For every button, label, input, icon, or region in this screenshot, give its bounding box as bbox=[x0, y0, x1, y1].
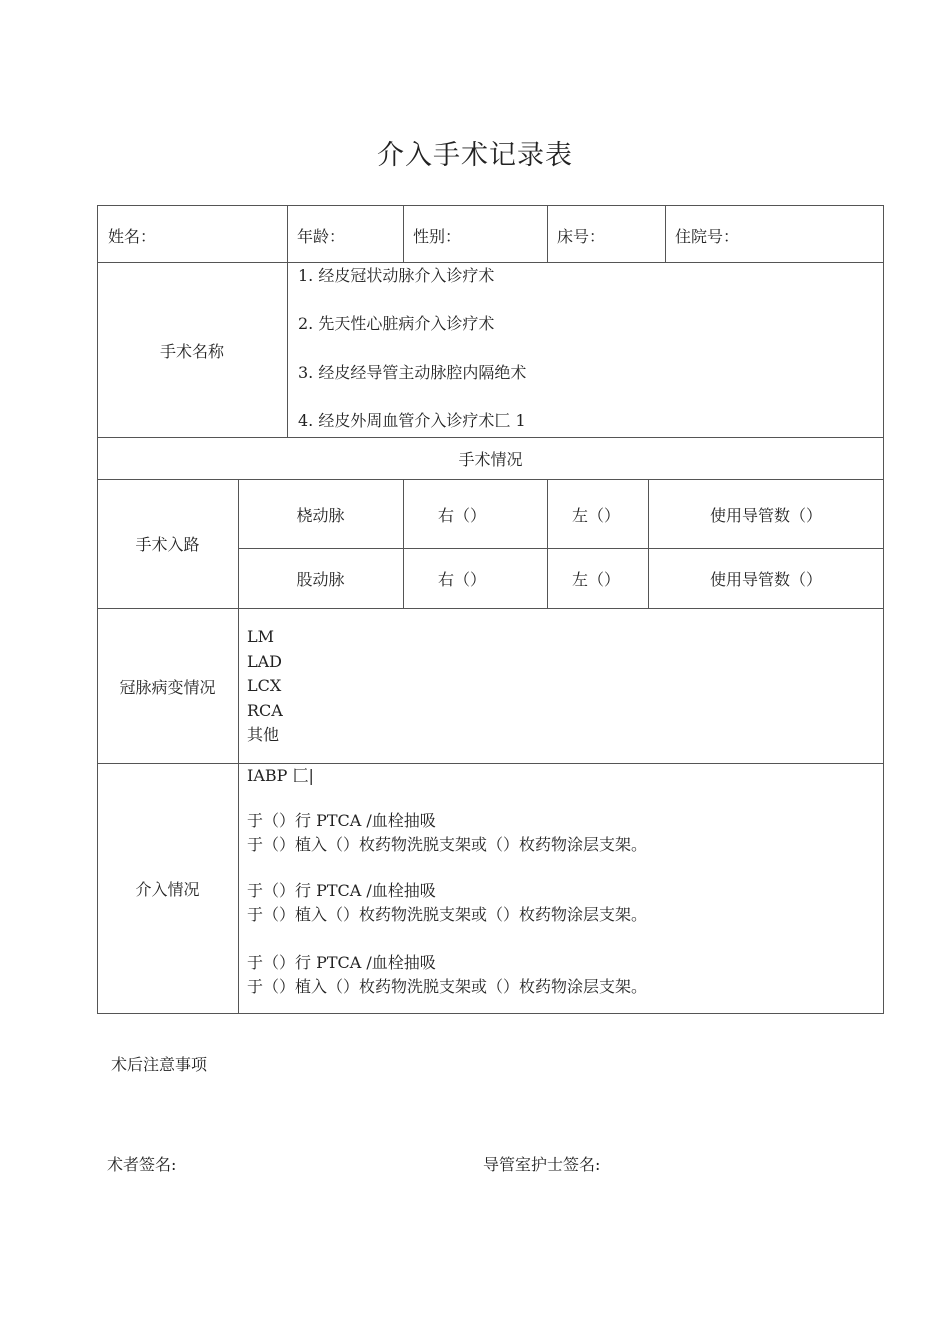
femoral-artery-label: 股动脉 bbox=[296, 570, 345, 589]
radial-catheter-count: 使用导管数（） bbox=[709, 506, 822, 525]
surgery-option: 1. 经皮冠状动脉介入诊疗术 bbox=[298, 266, 495, 285]
col-divider bbox=[665, 205, 666, 263]
ptca-line: 于（）行 PTCA /血栓抽吸 bbox=[247, 811, 436, 830]
surgeon-signature-label: 术者签名: bbox=[107, 1155, 177, 1174]
vessel-other: 其他 bbox=[247, 725, 280, 744]
row-divider bbox=[97, 608, 884, 609]
row-divider bbox=[97, 262, 884, 263]
femoral-catheter-count: 使用导管数（） bbox=[709, 570, 822, 589]
sex-label: 性别： bbox=[413, 227, 462, 246]
radial-left: 左（） bbox=[572, 506, 621, 525]
col-divider bbox=[403, 205, 404, 263]
vessel-lcx: LCX bbox=[247, 676, 282, 695]
radial-right: 右（） bbox=[438, 506, 487, 525]
row-divider bbox=[97, 479, 884, 480]
col-divider bbox=[287, 205, 288, 263]
page-title: 介入手术记录表 bbox=[377, 140, 573, 171]
ptca-line: 于（）行 PTCA /血栓抽吸 bbox=[247, 881, 436, 900]
vessel-rca: RCA bbox=[247, 700, 283, 720]
surgery-status-label: 手术情况 bbox=[458, 450, 523, 469]
col-divider bbox=[287, 262, 288, 438]
age-label: 年龄： bbox=[297, 227, 346, 246]
admission-number-label: 住院号： bbox=[675, 227, 740, 246]
col-divider bbox=[547, 479, 548, 609]
post-op-notes-label: 术后注意事项 bbox=[111, 1055, 208, 1074]
nurse-signature-label: 导管室护士签名: bbox=[483, 1155, 601, 1174]
femoral-right: 右（） bbox=[438, 570, 487, 589]
ptca-line: 于（）行 PTCA /血栓抽吸 bbox=[247, 953, 436, 972]
iabp-field: IABP 匚| bbox=[247, 766, 314, 785]
surgery-option: 2. 先天性心脏病介入诊疗术 bbox=[298, 314, 495, 333]
surgery-option: 3. 经皮经导管主动脉腔内隔绝术 bbox=[298, 363, 527, 382]
coronary-vessel-list bbox=[247, 625, 283, 748]
radial-artery-label: 桡动脉 bbox=[296, 506, 345, 525]
name-label: 姓名： bbox=[108, 227, 157, 246]
surgery-name-label: 手术名称 bbox=[159, 342, 224, 361]
row-divider bbox=[97, 437, 884, 438]
vessel-lad: LAD bbox=[247, 651, 283, 671]
row-divider bbox=[238, 548, 884, 549]
coronary-lesion-label: 冠脉病变情况 bbox=[119, 678, 216, 697]
col-divider bbox=[547, 205, 548, 263]
stent-line: 于（）植入（）枚药物洗脱支架或（）枚药物涂层支架。 bbox=[247, 977, 648, 996]
row-divider bbox=[97, 763, 884, 764]
surgery-option: 4. 经皮外周血管介入诊疗术匚 1 bbox=[298, 411, 526, 430]
bed-label: 床号： bbox=[557, 227, 606, 246]
col-divider bbox=[403, 479, 404, 609]
approach-label: 手术入路 bbox=[135, 535, 200, 554]
intervention-label: 介入情况 bbox=[135, 880, 200, 899]
vessel-lm: LM bbox=[247, 627, 275, 646]
stent-line: 于（）植入（）枚药物洗脱支架或（）枚药物涂层支架。 bbox=[247, 835, 648, 854]
col-divider bbox=[238, 479, 239, 1014]
stent-line: 于（）植入（）枚药物洗脱支架或（）枚药物涂层支架。 bbox=[247, 905, 648, 924]
femoral-left: 左（） bbox=[572, 570, 621, 589]
